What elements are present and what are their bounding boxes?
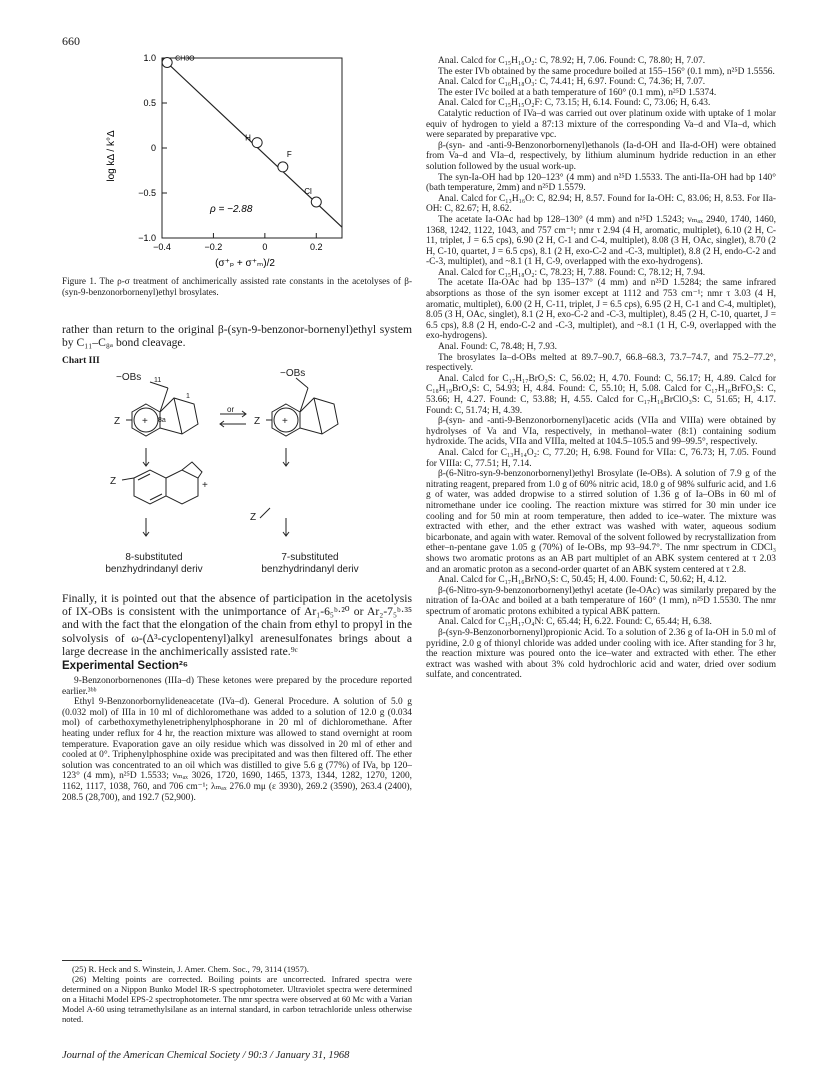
right-paragraph: Anal. Calcd for C₁₅H₁₈O₂: C, 78.23; H, 7.88. Found: C, 78.12; H, 7.94. bbox=[438, 267, 706, 278]
data-point bbox=[162, 58, 172, 68]
right-paragraph: β-(6-Nitro-syn-9-benzonorbornenyl)ethyl Brosylate (Ie-OBs). A solution of 7.9 g of the nitrating reagent, prepared from 1.0 g of 60% nitric acid, 18.0 g of 98% sulfuric acid, and 1.6 g of water, was added dropwise to a stirred solution of 1.36 g of Ia–OBs in 60 ml of nitromethane under ice cooling. The reaction mixture was stirred for 30 min under ice cooling and for 50 min at room temperature, then added to ice–water. The mixture was extracted with ether, and the ether extract was washed with water, aqueous sodium bicarbonate, and again with water. Removal of the solvent followed by recrystallization from ether–n-pentane gave 1.05 g (70%) of Ie-OBs, mp 93–94.7°. The nmr spectrum in CDCl₃ shows two aromatic protons as an AB part multiplet of an ABK system centered at τ 2.03 and an aromatic proton as a second-order quartet of an ABK system centered at τ 2.8. bbox=[426, 469, 776, 575]
experimental-heading: Experimental Section²⁶ bbox=[62, 660, 189, 672]
deriv-right-line-2: benzhydrindanyl deriv bbox=[261, 564, 359, 575]
footnote-rule bbox=[62, 960, 142, 961]
y-tick-label: −1.0 bbox=[138, 233, 156, 243]
right-paragraph: The ester IVc boiled at a bath temperature of 160° (0.1 mm), n²⁵D 1.5374. bbox=[438, 87, 717, 98]
or-label: or bbox=[227, 405, 235, 414]
right-paragraph: β-(6-Nitro-syn-9-benzonorbornenyl)ethyl acetate (Ie-OAc) was similarly prepared by the nitration of Ia-OAc and boiled at a bath temperature of 160° (1 mm), n²⁵D 1.5530. The nmr spectrum of aromatic protons exhibited a typical ABK pattern. bbox=[426, 585, 776, 617]
z-label-product: Z bbox=[110, 476, 117, 487]
footnotes bbox=[62, 964, 412, 1024]
plus-product: + bbox=[202, 480, 208, 491]
deriv-right-line-1: 7-substituted bbox=[281, 552, 339, 563]
position-1: 1 bbox=[186, 393, 190, 400]
right-paragraph: β-(syn-9-Benzonorbornenyl)propionic Acid. To a solution of 2.36 g of Ia-OH in 5.0 ml of pyridine, 2.0 g of thionyl chloride was added under cooling with ice. After standing for 3 hr, the reaction mixture was poured onto the ice–water and extracted with ether. The ether extract was washed with about 3% cold hydrochloric acid and water, dried over sodium sulfate, and concentrated. bbox=[426, 628, 776, 681]
right-paragraph: Anal. Calcd for C₁₅H₁₇O₄N: C, 65.44; H, 6.22. Found: C, 65.44; H, 6.38. bbox=[438, 617, 712, 628]
right-paragraph: Anal. Found: C, 78.48; H, 7.93. bbox=[438, 342, 558, 353]
body-text-2: Finally, it is pointed out that the absence of participation in the acetolysis of IX-OBs is consistent with the unimportance of Ar₁-6₅ᵇ·²⁰ or Ar₂-7₅ᵇ·³⁵ and with the fact that the elongation of the chain from ethyl to propyl in the solvolysis of ω-(Δ³-cyclopentenyl)alkyl arenesulfonates brings about a large decrease in the anchimerically assisted rate.⁹ᶜ bbox=[62, 592, 412, 658]
page-number: 660 bbox=[62, 34, 80, 48]
point-label: Cl bbox=[304, 187, 312, 196]
right-paragraph: β-(syn- and -anti-9-Benzonorbornenyl)acetic acids (VIIa and VIIIa) were obtained by hydrolyses of Va and VIa, respectively, in methanol–water (8:1) containing sodium hydroxide. The acids, VIIa and VIIIa, melted at 104.5–105.5 and 99–99.5°, respectively. bbox=[426, 416, 776, 448]
plus-left: + bbox=[142, 416, 148, 427]
deriv-left-line-2: benzhydrindanyl deriv bbox=[105, 564, 203, 575]
x-tick-label: 0 bbox=[262, 242, 268, 252]
y-tick-label: 0 bbox=[150, 143, 156, 153]
exp-paragraph: Ethyl 9-Benzonorbornylideneacetate (IVa–d). General Procedure. A solution of 5.0 g (0.032 mol) of IIIa in 10 ml of dichloromethane was added to a solution of 12.0 g (0.034 mol) of carbethoxymethylenetriphenylphosphorane in 20 ml of dichloromethane. After heating under reflux for 4 hr, the reaction mixture was allowed to stand overnight at room temperature. Evaporation gave an oily residue which was dissolved in 20 ml of ether and cooled at 0°. Triphenylphosphine oxide was precipitated and was then filtered off. The ether solution was concentrated to an oil which was distilled to give 5.6 g (77%) of IVa, bp 120–123° (4 mm), n²⁵D 1.5533; νₘₐₓ 3026, 1720, 1690, 1465, 1373, 1344, 1282, 1270, 1200, 1162, 1117, 1038, 760, and 706 cm⁻¹; λₘₐₓ 276.0 mμ (ε 3930), 269.2 (3590), 263.4 (2400), 208.5 (28,700), and 192.7 (52,900). bbox=[62, 697, 412, 803]
footnote-25: (25) R. Heck and S. Winstein, J. Amer. Chem. Soc., 79, 3114 (1957). bbox=[72, 964, 309, 974]
y-tick-label: 1.0 bbox=[143, 53, 156, 63]
right-column bbox=[426, 56, 776, 681]
rho-annotation: ρ = −2.88 bbox=[210, 204, 253, 215]
right-paragraph: Anal. Calcd for C₁₃H₁₆O: C, 82.94; H, 8.57. Found for Ia-OH: C, 83.06; H, 8.53. For IIa-OH: C, 82.67; H, 8.62. bbox=[426, 193, 776, 215]
z-label-left: Z bbox=[114, 416, 121, 427]
obs-label-left: −OBs bbox=[116, 372, 142, 383]
experimental-text bbox=[62, 676, 412, 803]
right-paragraph: Anal. Calcd for C₁₅H₁₅O₂F: C, 73.15; H, 6.14. Found: C, 73.06; H, 6.43. bbox=[438, 98, 711, 109]
chart-iii-scheme bbox=[70, 368, 410, 586]
point-label: F bbox=[286, 149, 292, 159]
position-11: 11 bbox=[154, 377, 162, 384]
position-8a: 8a bbox=[158, 417, 166, 424]
right-paragraph: The acetate Ia-OAc had bp 128–130° (4 mm) and n²⁵D 1.5243; νₘₐₓ 2940, 1740, 1460, 1368, 1242, 1122, 1043, and 757 cm⁻¹; nmr τ 2.94 (4 H, aromatic, multiplet), 6.10 (2 H, C-11, triplet, J = 6.5 cps), 6.90 (2 H, C-1 and C-4, multiplet), 8.08 (3 H, OAc, singlet), 8.70 (2 H, C-10, quartet, J = 6.5 cps), 8.1 (2 H, exo-C-2 and -C-3, multiplet), 8.8 (2 H, endo-C-2 and -C-3, multiplet), and ~8.1 (1 H, C-9, overlapped with the exo-hydrogens). bbox=[426, 214, 776, 268]
journal-footer: Journal of the American Chemical Society / 90:3 / January 31, 1968 bbox=[62, 1050, 350, 1061]
product-ring-b bbox=[166, 470, 198, 504]
x-tick-label: −0.2 bbox=[204, 242, 223, 252]
right-paragraph: β-(syn- and -anti-9-Benzonorbornenyl)ethanols (Ia-d-OH and IIa-d-OH) were obtained from Va–d and VIa–d, respectively, by lithium aluminum hydride reduction in an ether solution followed by the usual work-up. bbox=[426, 140, 776, 172]
right-paragraph: Anal. Calcd for C₁₇H₁₇BrO₃S: C, 56.02; H, 4.70. Found: C, 56.17; H, 4.89. Calcd for C₁₈H₁₉BrO₄S: C, 54.93; H, 4.84. Found: C, 55.10; H, 5.08. Calcd for C₁₇H₁₆BrFO₃S: C, 53.66; H, 4.27. Found: C, 53.88; H, 4.55. Calcd for C₁₇H₁₆BrClO₃S: C, 51.65; H, 4.17. Found: C, 51.74; H, 4.39. bbox=[426, 373, 776, 416]
right-paragraph: Catalytic reduction of IVa–d was carried out over platinum oxide with uptake of 1 molar equiv of hydrogen to yield a 87:13 mixture of the corresponding Va–d and VIa–d, which were separated by preparative vpc. bbox=[426, 108, 776, 141]
data-point bbox=[311, 197, 321, 207]
point-label: CH3O bbox=[175, 55, 195, 63]
right-paragraph: Anal. Calcd for C₁₇H₁₆BrNO₅S: C, 50.45; H, 4.00. Found: C, 50.62; H, 4.12. bbox=[438, 575, 727, 586]
data-point bbox=[252, 138, 262, 148]
deriv-left-line-1: 8-substituted bbox=[125, 552, 183, 563]
x-tick-label: 0.2 bbox=[310, 242, 323, 252]
z-label-lower: Z bbox=[250, 512, 257, 523]
x-axis-label: (σ⁺ₚ + σ⁺ₘ)/2 bbox=[215, 258, 275, 269]
z-label-right: Z bbox=[254, 416, 261, 427]
right-paragraph: The brosylates Ia–d-OBs melted at 89.7–90.7, 66.8–68.3, 73.7–74.7, and 75.2–77.2°, respectively. bbox=[426, 352, 776, 374]
y-axis-label: log kΔ / k°Δ bbox=[106, 130, 117, 182]
right-paragraph: The ester IVb obtained by the same procedure boiled at 155–156° (0.1 mm), n²⁵D 1.5556. bbox=[438, 66, 775, 77]
right-paragraph: The acetate IIa-OAc had bp 135–137° (4 mm) and n²⁵D 1.5284; the same infrared absorptions as those of the syn isomer except at 1112 and 753 cm⁻¹; nmr τ 3.03 (4 H, aromatic, multiplet), 6.00 (2 H, C-11, triplet, J = 6.5 cps), 6.95 (2 H, C-1 and C-4, multiplet), 8.05 (3 H, OAc, singlet), 8.1 (2 H, exo-C-2 and -C-3, multiplet), 8.45 (2 H, C-10, quartet, J = 6.5 cps), 8.8 (2 H, endo-C-2 and -C-3, multiplet), and ~8.1 (1 H, C-9, overlapped with the exo-hydrogens). bbox=[426, 278, 776, 342]
obs-label-right: −OBs bbox=[280, 368, 306, 379]
footnote-26: (26) Melting points are corrected. Boiling points are uncorrected. Infrared spectra were determined on a Nippon Bunko Model IR-S spectrophotometer. Ultraviolet spectra were determined on a Hitachi Model EPS-2 spectrophotometer. The nmr spectra were observed at 60 Mc with a Varian Model A-60 using tetramethylsilane as an internal standard, in carbon tetrachloride unless otherwise noted. bbox=[62, 974, 412, 1024]
y-tick-label: −0.5 bbox=[138, 188, 156, 198]
product-ring-a bbox=[134, 470, 166, 504]
chart-iii-title: Chart III bbox=[62, 356, 100, 366]
x-tick-label: −0.4 bbox=[153, 242, 171, 252]
plus-right: + bbox=[282, 416, 288, 427]
data-point bbox=[278, 162, 288, 172]
body-text-1: rather than return to the original β-(syn-9-benzonor-bornenyl)ethyl system by C₁₁–C₈ₐ bond cleavage. bbox=[62, 323, 412, 350]
right-paragraph: Anal. Calcd for C₁₅H₁₆O₂: C, 78.92; H, 7.06. Found: C, 78.80; H, 7.07. bbox=[438, 56, 706, 66]
right-paragraph: The syn-Ia-OH had bp 120–123° (4 mm) and n²⁵D 1.5533. The anti-IIa-OH had bp 140° (bath temperature, 2mm) and n²⁵D 1.5579. bbox=[426, 172, 776, 194]
right-paragraph: Anal. Calcd for C₁₆H₁₈O₃: C, 74.41; H, 6.97. Found: C, 74.36; H, 7.07. bbox=[438, 77, 706, 88]
right-paragraph: Anal. Calcd for C₁₃H₁₄O₂: C, 77.20; H, 6.98. Found for VIIa: C, 76.73; H, 7.05. Found for VIIIa: C, 77.51; H, 7.14. bbox=[426, 447, 776, 469]
point-label: H bbox=[245, 133, 251, 143]
exp-paragraph: 9-Benzonorbornenones (IIIa–d) These ketones were prepared by the procedure reported earlier.³ᵇᵇ bbox=[62, 676, 412, 697]
figure-caption: Figure 1. The ρ-σ treatment of anchimerically assisted rate constants in the acetolyses of β-(syn-9-benzonorbornenyl)ethyl brosylates. bbox=[62, 276, 412, 297]
figure-1-plot bbox=[100, 48, 360, 274]
y-tick-label: 0.5 bbox=[143, 98, 156, 108]
